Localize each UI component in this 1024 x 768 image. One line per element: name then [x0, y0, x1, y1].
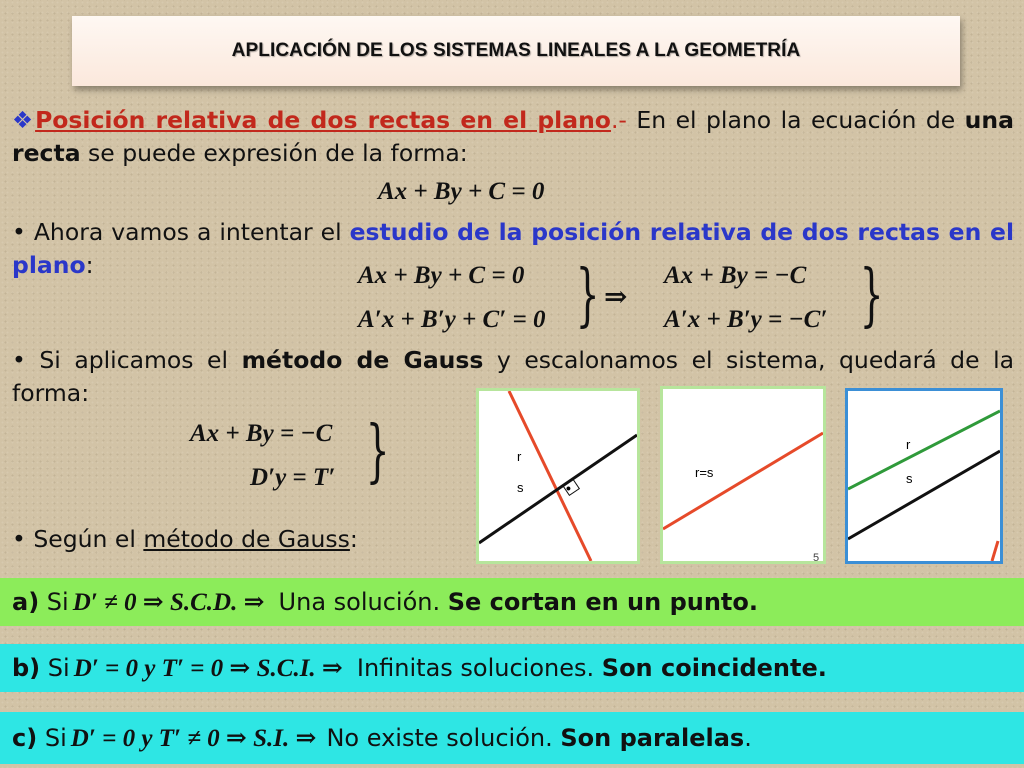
punctuation: . — [432, 588, 448, 616]
case-c-bar — [0, 712, 1024, 764]
line-s — [848, 451, 1000, 539]
case-text: Infinitas soluciones — [356, 654, 587, 682]
case-text: Una solución — [278, 588, 433, 616]
label-r: r — [906, 437, 911, 452]
slide-number: 5 — [813, 552, 820, 561]
accent-line — [992, 541, 998, 561]
line-equation: Ax + By + C = 0 — [378, 178, 545, 205]
bullet-icon: • — [12, 346, 26, 374]
diamond-bullet-icon: ❖ — [12, 106, 36, 134]
case-letter: b) — [12, 654, 41, 682]
punctuation: . — [545, 724, 561, 752]
bold-text: método de Gauss — [241, 346, 484, 374]
system2-eq1: Ax + By = −C — [190, 420, 333, 447]
case-a-formula: D′ ≠ 0 ⇒ S.C.D. ⇒ — [72, 589, 265, 616]
label-s: s — [517, 480, 524, 495]
case-b-bar — [0, 644, 1024, 692]
line-s — [479, 435, 637, 543]
bold-text: una recta — [12, 106, 1014, 167]
label-r: r — [517, 449, 522, 464]
case-si: Si — [39, 588, 69, 616]
case-letter: c) — [12, 724, 38, 752]
figure-coincident-lines — [660, 386, 826, 564]
case-a-bar — [0, 578, 1024, 626]
case-conclusion: Son coincidente. — [601, 654, 827, 682]
case-si: Si — [37, 724, 67, 752]
right-brace-icon: } — [575, 256, 600, 335]
paragraph-position-relative — [12, 104, 1014, 170]
case-conclusion: Se cortan en un punto. — [447, 588, 759, 616]
line-r-equals-s — [663, 433, 823, 529]
intersection-dot: • — [566, 480, 571, 496]
paragraph-text: se puede expresión de la forma: — [80, 139, 468, 167]
case-text: No existe solución — [326, 724, 546, 752]
bullet-icon: • — [12, 525, 26, 553]
paragraph-text: En el plano la ecuación de — [626, 106, 965, 134]
case-conclusion: Son paralelas — [560, 724, 745, 752]
system2-eq2: D′y = T′ — [250, 464, 336, 491]
system1-eq1: Ax + By + C = 0 — [358, 262, 525, 289]
paragraph-text: y escalonamos el sistema, quedará de la forma: — [12, 346, 1014, 407]
right-brace-icon: } — [859, 256, 884, 335]
system1-result-eq2: A′x + B′y = −C′ — [664, 306, 828, 333]
bullet-icon: • — [12, 218, 26, 246]
system1-eq2: A′x + B′y + C′ = 0 — [358, 306, 546, 333]
right-brace-icon: } — [365, 412, 390, 491]
line-r — [848, 411, 1000, 489]
paragraph-text: Ahora vamos a intentar el — [25, 218, 350, 246]
case-si: Si — [40, 654, 70, 682]
system1-result-eq1: Ax + By = −C — [664, 262, 807, 289]
case-c-formula: D′ = 0 y T′ ≠ 0 ⇒ S.I. ⇒ — [70, 725, 317, 752]
page-title: APLICACIÓN DE LOS SISTEMAS LINEALES A LA GEOMETRÍA — [231, 40, 801, 61]
case-letter: a) — [12, 588, 40, 616]
figure-intersecting-lines — [476, 388, 640, 564]
paragraph-text: : — [349, 525, 358, 553]
punctuation: . — [586, 654, 602, 682]
paragraph-text: Si aplicamos el — [25, 346, 242, 374]
section-heading: Posición relativa de dos rectas en el plano — [35, 106, 611, 134]
figure-parallel-lines — [845, 388, 1003, 564]
highlight-text: estudio de la posición relativa de dos rectas en el plano — [12, 218, 1014, 279]
title-box — [72, 16, 960, 86]
punctuation: . — [744, 724, 752, 752]
paragraph-text: : — [85, 251, 94, 279]
label-s: s — [906, 471, 913, 486]
case-b-formula: D′ = 0 y T′ = 0 ⇒ S.C.I. ⇒ — [73, 655, 343, 682]
implies-arrow-icon: ⇒ — [604, 282, 628, 313]
underlined-text: método de Gauss — [143, 525, 350, 553]
paragraph-text: Según el — [25, 525, 144, 553]
heading-separator: .- — [610, 106, 627, 134]
label-r-equals-s: r=s — [695, 465, 714, 480]
paragraph-segun — [12, 523, 512, 556]
